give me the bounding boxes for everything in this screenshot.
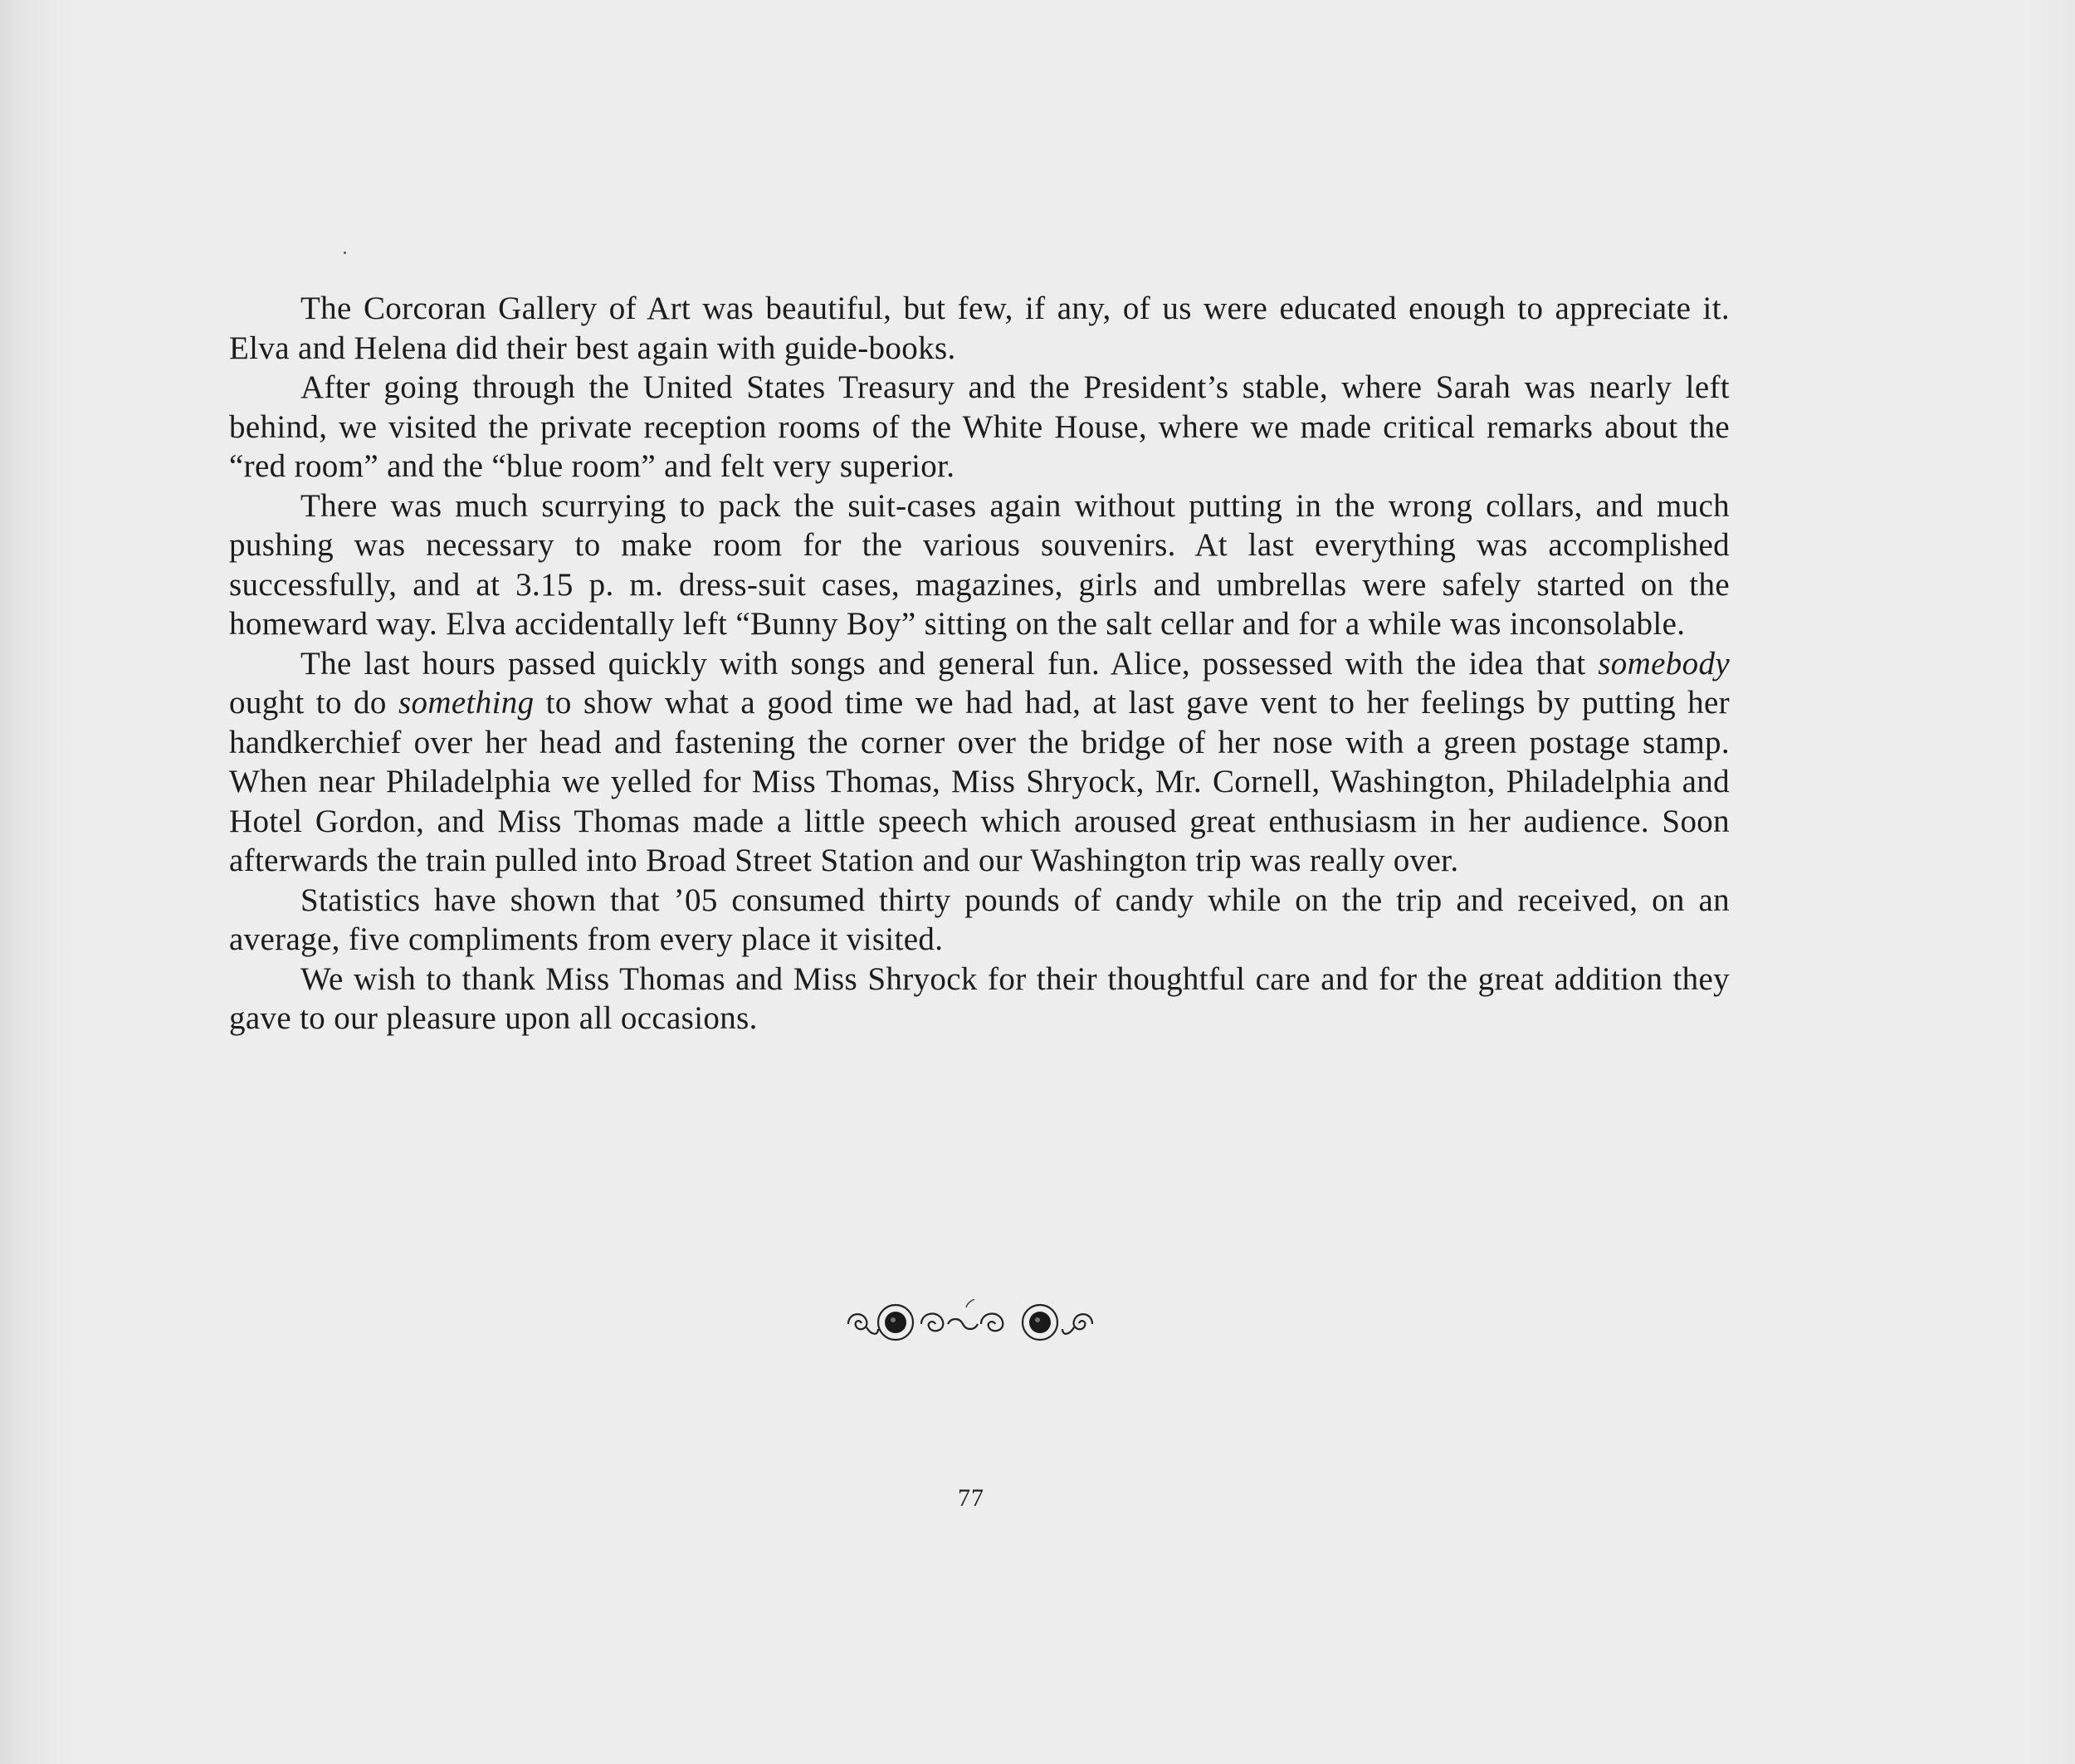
- paragraph-last-hours: [229, 644, 1730, 881]
- paragraph-statistics: Statistics have shown that ’05 consumed thirty pounds of candy while on the trip and received, on an average, five compliments from every place it visited.: [229, 882, 1730, 957]
- page-number: 77: [958, 1484, 984, 1512]
- paragraph-thanks: We wish to thank Miss Thomas and Miss Shryock for their thoughtful care and for the great addition they gave to our pleasure upon all occasions.: [229, 960, 1730, 1036]
- scroll-ornament-icon: [842, 1299, 1099, 1346]
- print-speck: [344, 252, 346, 254]
- paragraph-packing: There was much scurrying to pack the suit-cases again without putting in the wrong collars, and much pushing was necessary to make room for the various souvenirs. At last everything was accomplished successfully, and at 3.15 p. m. dress-suit cases, magazines, girls and umbrellas were safely started on the homeward way. Elva accidentally left “Bunny Boy” sitting on the salt cellar and for a while was inconsolable.: [229, 487, 1730, 642]
- italic-run-somebody: somebody: [1598, 645, 1730, 682]
- paragraph-corcoran-gallery: The Corcoran Gallery of Art was beautiful, but few, if any, of us were educated enough to appreciate it. Elva and Helena did their best again with guide-books.: [229, 291, 1730, 366]
- italic-run-something: something: [398, 685, 535, 721]
- body-text: [229, 289, 1730, 1038]
- text-run: The last hours passed quickly with songs and general fun. Alice, possessed with the idea that: [300, 645, 1599, 682]
- text-run: to show what a good time we had had, at last gave vent to her feelings by putting her handkerchief over her head and fastening the corner over the bridge of her nose with a green postage stamp. When near Philadelphia we yelled for Miss Thomas, Miss Shryock, Mr. Cornell, Washington, Philadelphia and Hotel Gordon, and Miss Thomas made a little speech which aroused great enthusiasm in her audience. Soon afterwards the train pulled into Broad Street Station and our Washington trip was really over.: [229, 685, 1730, 878]
- text-run: ought to do: [229, 685, 398, 721]
- paragraph-white-house: After going through the United States Treasury and the President’s stable, where Sarah was nearly left behind, we visited the private reception rooms of the White House, where we made critical remarks about the “red room” and the “blue room” and felt very superior.: [229, 369, 1730, 484]
